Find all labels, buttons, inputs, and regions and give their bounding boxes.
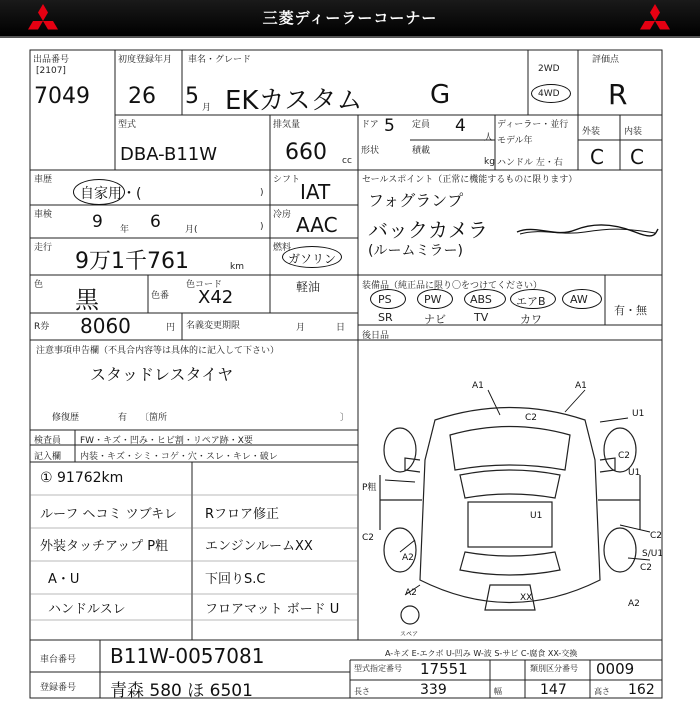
- car-grade: G: [430, 80, 451, 110]
- width-value: 147: [540, 682, 567, 698]
- lot-number: 7049: [34, 84, 90, 109]
- reg-month: 5: [185, 84, 199, 109]
- sales-item-2b: (ルームミラー): [368, 243, 463, 259]
- change-label: 名義変更期限: [186, 321, 241, 331]
- size-value-2: 0009: [596, 660, 635, 678]
- comment-left-1: ① 91762km: [40, 470, 124, 486]
- comment-left-5: ハンドルスレ: [48, 602, 126, 617]
- height-value: 162: [628, 682, 655, 698]
- equip-abs: ABS: [470, 293, 492, 306]
- mark-a2-left: A2: [402, 553, 414, 563]
- equip-ps: PS: [378, 293, 392, 306]
- comment-left-4: A・U: [48, 572, 80, 587]
- page-title: 三菱ディーラーコーナー: [262, 9, 438, 27]
- equip-circle-ps: [370, 289, 406, 309]
- repair-label: 修復歴: [52, 413, 80, 423]
- drive-2wd: 2WD: [538, 64, 560, 74]
- ac-value: AAC: [296, 213, 338, 237]
- mark-c2-front-right: C2: [618, 451, 631, 461]
- inspect-month-unit: 月(: [185, 225, 198, 235]
- model-value: DBA-B11W: [120, 144, 218, 165]
- sales-label: セールスポイント（正常に機能するものに限ります）: [362, 175, 578, 185]
- color-label: 色: [34, 280, 44, 290]
- usage-label: 車歴: [34, 175, 53, 185]
- check-line-1: FW・キズ・凹み・ヒビ割・リペア跡・X要: [80, 436, 253, 446]
- disp-label: 排気量: [273, 120, 301, 130]
- repair-have: 有: [118, 413, 128, 423]
- check-label-1: 検査員: [34, 436, 62, 446]
- sales-item-1: フォグランプ: [368, 191, 464, 210]
- equip-tv: TV: [474, 311, 489, 324]
- fuel-value: ガソリン: [288, 252, 337, 266]
- shift-label: シフト: [273, 175, 301, 185]
- equip-airbag: エアB: [516, 295, 546, 308]
- handle-label: ハンドル 左・右: [497, 158, 563, 168]
- seat-label: 定員: [412, 120, 431, 130]
- interior-value: C: [630, 145, 644, 169]
- mark-c2-left: C2: [362, 533, 375, 543]
- equip-navi: ナビ: [424, 313, 446, 326]
- chassis-label: 車台番号: [40, 655, 77, 665]
- car-name: EKカスタム: [225, 86, 363, 116]
- fuel-option-2: 軽油: [296, 280, 321, 294]
- mark-a1-left: A1: [472, 381, 484, 391]
- inspect-label: 車検: [34, 210, 53, 220]
- mark-a2-rear-left: A2: [405, 588, 417, 598]
- comment-right-3: 下回りS.C: [205, 572, 266, 587]
- equip-leather: カワ: [520, 313, 542, 326]
- mark-u1-front-right: U1: [632, 409, 645, 419]
- check-line-2: 内装・キズ・シミ・コゲ・穴・スレ・キレ・破レ: [80, 452, 278, 462]
- usage-close: ): [260, 188, 264, 198]
- equip-circle-pw: [417, 289, 453, 309]
- load-label: 積載: [412, 146, 431, 156]
- size-label-1: 型式指定番号: [354, 664, 402, 673]
- reg-year: 26: [128, 84, 156, 109]
- mark-c2-rear: C2: [640, 563, 653, 573]
- lot-label: 出品番号: [33, 55, 70, 65]
- equip-sr: SR: [378, 311, 393, 324]
- notes-text: スタッドレスタイヤ: [90, 365, 234, 384]
- car-diagram: [360, 380, 664, 640]
- comment-right-4: フロアマット ボード U: [205, 602, 340, 617]
- length-value: 339: [420, 682, 447, 698]
- length-label: 長さ: [354, 687, 370, 696]
- width-label: 幅: [494, 687, 502, 696]
- recycle-unit: 円: [166, 323, 176, 333]
- usage-circle: [73, 179, 125, 205]
- plate-value: 青森 580 ほ 6501: [110, 681, 253, 701]
- equip-circle-aw: [562, 289, 602, 309]
- door-value: 5: [384, 116, 395, 136]
- inspect-close: ): [260, 222, 264, 232]
- inspect-year: 9: [92, 212, 103, 232]
- lot-small-code: [2107]: [36, 66, 66, 76]
- repair-where: 〔箇所: [140, 413, 168, 423]
- ac-label: 冷房: [273, 210, 292, 220]
- scribble-strike: [515, 220, 660, 242]
- height-label: 高さ: [594, 687, 610, 696]
- comment-right-1: Rフロア修正: [205, 507, 280, 522]
- equip-label: 装備品（純正品に限り〇をつけてください）: [362, 281, 543, 291]
- score-label: 評価点: [592, 55, 620, 65]
- shape-label: 形状: [361, 146, 380, 156]
- drive-4wd: 4WD: [538, 89, 560, 99]
- model-label: 型式: [118, 120, 137, 130]
- mark-su1: S/U1: [642, 549, 664, 559]
- recycle-label: R券: [34, 322, 50, 332]
- fuel-circle: [282, 246, 342, 268]
- disp-value: 660: [285, 140, 327, 165]
- exterior-value: C: [590, 145, 604, 169]
- score-value: R: [608, 78, 628, 111]
- door-label: ドア: [361, 120, 379, 130]
- usage-value: 自家用・(: [80, 186, 142, 202]
- change-day: 日: [336, 323, 346, 333]
- mark-u1-door: U1: [628, 468, 641, 478]
- color-no-label: 色番: [151, 291, 170, 301]
- size-label-2: 類別区分番号: [530, 664, 578, 673]
- car-label: 車名・グレード: [188, 55, 252, 65]
- exterior-label: 外装: [582, 127, 601, 137]
- interior-label: 内装: [624, 127, 643, 137]
- color-code-value: X42: [198, 287, 234, 308]
- rear-label: 後日品: [362, 331, 390, 341]
- plate-label: 登録番号: [40, 683, 77, 693]
- model-year-label: モデル年: [497, 136, 533, 146]
- inspect-year-unit: 年: [120, 225, 130, 235]
- dealer-label: ディーラー・並行: [497, 120, 569, 130]
- inspect-month: 6: [150, 212, 161, 232]
- equip-presence: 有・無: [614, 304, 647, 317]
- notes-title: 注意事項申告欄（不具合内容等は具体的に記入して下さい）: [36, 346, 280, 356]
- damage-legend: A-キズ E-エクボ U-凹み W-波 S-サビ C-腐食 XX-交換: [385, 649, 578, 658]
- mark-u1-roof: U1: [530, 511, 543, 521]
- recycle-value: 8060: [80, 314, 131, 338]
- color-value: 黒: [75, 286, 99, 314]
- color-code-label: 色コード: [186, 280, 223, 290]
- mileage-label: 走行: [34, 243, 53, 253]
- fuel-label: 燃料: [273, 243, 292, 253]
- spare-label: スペア: [400, 631, 419, 638]
- change-month: 月: [296, 323, 306, 333]
- equip-aw: AW: [570, 293, 588, 306]
- mark-a2-rear-right: A2: [628, 599, 640, 609]
- load-unit: kg: [484, 157, 495, 167]
- size-value-1: 17551: [420, 660, 468, 678]
- check-label-2: 記入欄: [34, 452, 62, 462]
- equip-circle-airbag: [510, 289, 556, 309]
- disp-unit: cc: [342, 156, 352, 166]
- equip-circle-abs: [464, 289, 506, 309]
- chassis-value: B11W-0057081: [110, 644, 265, 668]
- seat-unit: 人: [484, 133, 494, 143]
- mileage-unit: km: [230, 262, 244, 272]
- mark-xx: XX: [520, 593, 533, 603]
- comment-right-2: エンジンルームXX: [205, 539, 313, 554]
- shift-value: IAT: [300, 180, 331, 204]
- mileage-value: 9万1千761: [75, 249, 189, 274]
- mark-c2-right: C2: [650, 531, 663, 541]
- equip-pw: PW: [424, 293, 442, 306]
- mark-a1-right: A1: [575, 381, 587, 391]
- reg-label: 初度登録年月: [118, 55, 173, 65]
- comment-left-3: 外装タッチアップ P粗: [40, 539, 169, 554]
- drive-circle: [531, 84, 571, 103]
- reg-month-unit: 月: [202, 103, 212, 113]
- mark-p-rough: P粗: [362, 483, 377, 493]
- repair-close: 〕: [340, 413, 350, 423]
- seat-value: 4: [455, 116, 466, 136]
- mark-c2-hood: C2: [525, 413, 538, 423]
- sales-item-2: バックカメラ: [368, 218, 488, 242]
- comment-left-2: ルーフ ヘコミ ツブキレ: [40, 507, 177, 522]
